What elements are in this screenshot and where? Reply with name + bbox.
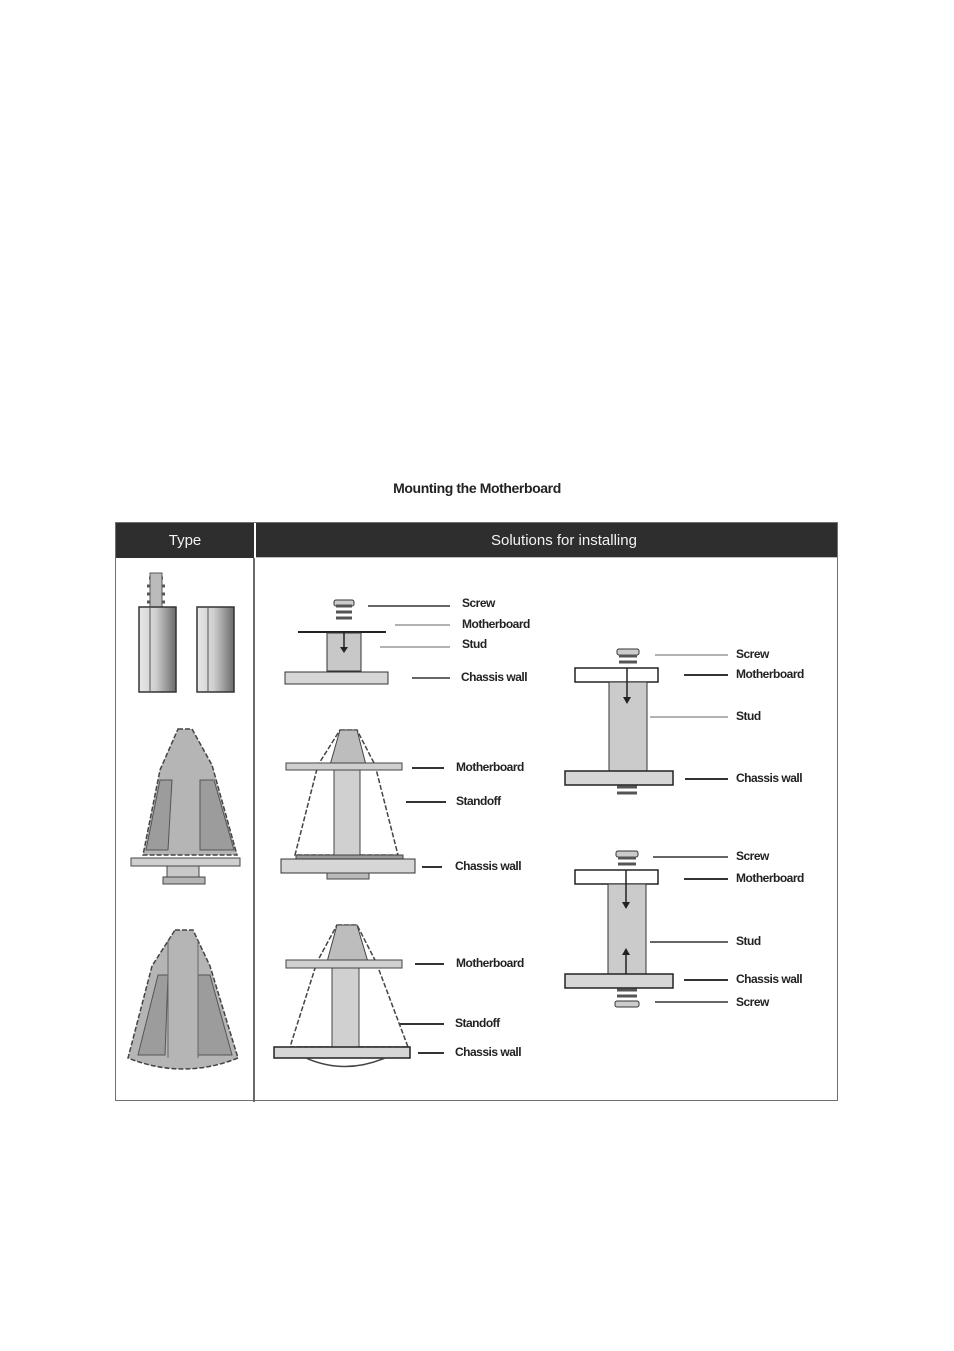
solution-double-screw-diagram — [565, 851, 728, 1007]
solution-standoff-base-diagram — [281, 730, 446, 879]
label-motherboard: Motherboard — [456, 760, 524, 774]
label-chassis-wall: Chassis wall — [455, 1045, 522, 1059]
label-chassis-wall: Chassis wall — [736, 972, 803, 986]
label-standoff: Standoff — [456, 794, 501, 808]
type-standoff-dome-icon — [128, 930, 238, 1069]
type-plain-stud-icon — [197, 607, 234, 692]
label-stud: Stud — [736, 934, 761, 948]
label-motherboard: Motherboard — [462, 617, 530, 631]
label-stud: Stud — [462, 637, 487, 651]
solution-screw-stud-diagram — [285, 600, 450, 684]
label-motherboard: Motherboard — [736, 871, 804, 885]
label-screw: Screw — [462, 596, 495, 610]
label-chassis-wall: Chassis wall — [455, 859, 522, 873]
label-motherboard: Motherboard — [456, 956, 524, 970]
type-threaded-stud-icon — [139, 573, 176, 692]
label-motherboard: Motherboard — [736, 667, 804, 681]
solution-standoff-dome-diagram — [274, 925, 444, 1067]
label-screw: Screw — [736, 849, 769, 863]
label-stud: Stud — [736, 709, 761, 723]
label-screw: Screw — [736, 995, 769, 1009]
solution-long-stud-diagram — [565, 649, 728, 793]
label-chassis-wall: Chassis wall — [736, 771, 803, 785]
label-chassis-wall: Chassis wall — [461, 670, 528, 684]
figure-title: Mounting the Motherboard — [393, 480, 561, 496]
label-screw: Screw — [736, 647, 769, 661]
type-column-header: Type — [116, 523, 254, 558]
solutions-column-header: Solutions for installing — [256, 523, 837, 558]
type-standoff-base-icon — [131, 729, 240, 884]
label-standoff: Standoff — [455, 1016, 500, 1030]
